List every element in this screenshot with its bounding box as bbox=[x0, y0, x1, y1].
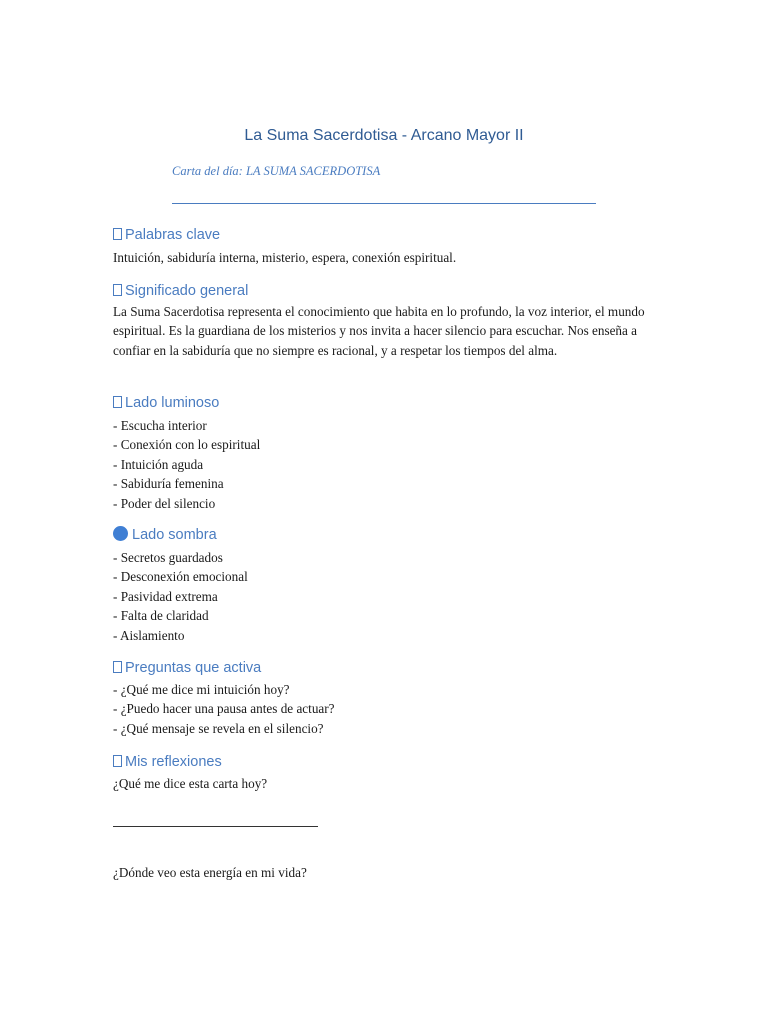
missing-glyph-icon bbox=[113, 228, 122, 240]
shadow-side-list bbox=[113, 548, 658, 645]
section-heading-label: Palabras clave bbox=[125, 227, 221, 243]
section-heading-label: Lado luminoso bbox=[125, 395, 220, 411]
list-item: - Pasividad extrema bbox=[113, 588, 218, 604]
section-heading-label: Lado sombra bbox=[132, 527, 217, 543]
section-heading-light-side bbox=[113, 393, 219, 413]
section-heading-questions bbox=[113, 658, 261, 678]
list-item: - Secretos guardados bbox=[113, 550, 223, 565]
reflection-question-1: ¿Qué me dice esta carta hoy? bbox=[113, 776, 268, 791]
subtitle-divider bbox=[172, 203, 596, 204]
section-heading-shadow-side bbox=[113, 525, 217, 545]
list-item: - Intuición aguda bbox=[113, 456, 204, 472]
list-item: - Sabiduría femenina bbox=[113, 476, 224, 492]
list-item: - Escucha interior bbox=[113, 418, 207, 433]
list-item: - Aislamiento bbox=[113, 627, 185, 643]
reflection-question-2: ¿Dónde veo esta energía en mi vida? bbox=[113, 865, 307, 880]
section-heading-meaning bbox=[113, 281, 248, 301]
blue-circle-icon bbox=[113, 526, 128, 541]
section-heading-label: Significado general bbox=[125, 283, 249, 299]
list-item: - ¿Puedo hacer una pausa antes de actuar? bbox=[113, 701, 335, 717]
list-item: - ¿Qué me dice mi intuición hoy? bbox=[113, 682, 290, 697]
list-item: - ¿Qué mensaje se revela en el silencio? bbox=[113, 720, 324, 736]
list-item: - Desconexión emocional bbox=[113, 569, 248, 585]
section-heading-label: Preguntas que activa bbox=[125, 660, 262, 676]
answer-blank-line bbox=[113, 826, 318, 827]
missing-glyph-icon bbox=[113, 284, 122, 296]
missing-glyph-icon bbox=[113, 661, 122, 673]
missing-glyph-icon bbox=[113, 396, 122, 408]
section-heading-keywords bbox=[113, 225, 220, 245]
light-side-list bbox=[113, 416, 658, 513]
document-title: La Suma Sacerdotisa - Arcano Mayor II bbox=[244, 127, 524, 144]
card-of-the-day-subtitle: Carta del día: LA SUMA SACERDOTISA bbox=[172, 164, 381, 178]
section-heading-label: Mis reflexiones bbox=[125, 754, 222, 770]
meaning-paragraph: La Suma Sacerdotisa representa el conocimiento que habita en lo profundo, la voz interior, el mundo espiritual. Es la guardiana de los misterios y nos invita a hacer silencio para escuchar. Nos enseña a confiar en la sabiduría que no siempre es racional, y a respetar los tiempos del alma. bbox=[113, 304, 645, 358]
list-item: - Poder del silencio bbox=[113, 495, 216, 511]
list-item: - Falta de claridad bbox=[113, 608, 209, 624]
section-heading-reflections bbox=[113, 752, 222, 772]
list-item: - Conexión con lo espiritual bbox=[113, 437, 261, 453]
keywords-text: Intuición, sabiduría interna, misterio, espera, conexión espiritual. bbox=[113, 250, 457, 265]
missing-glyph-icon bbox=[113, 755, 122, 767]
questions-list bbox=[113, 680, 658, 738]
